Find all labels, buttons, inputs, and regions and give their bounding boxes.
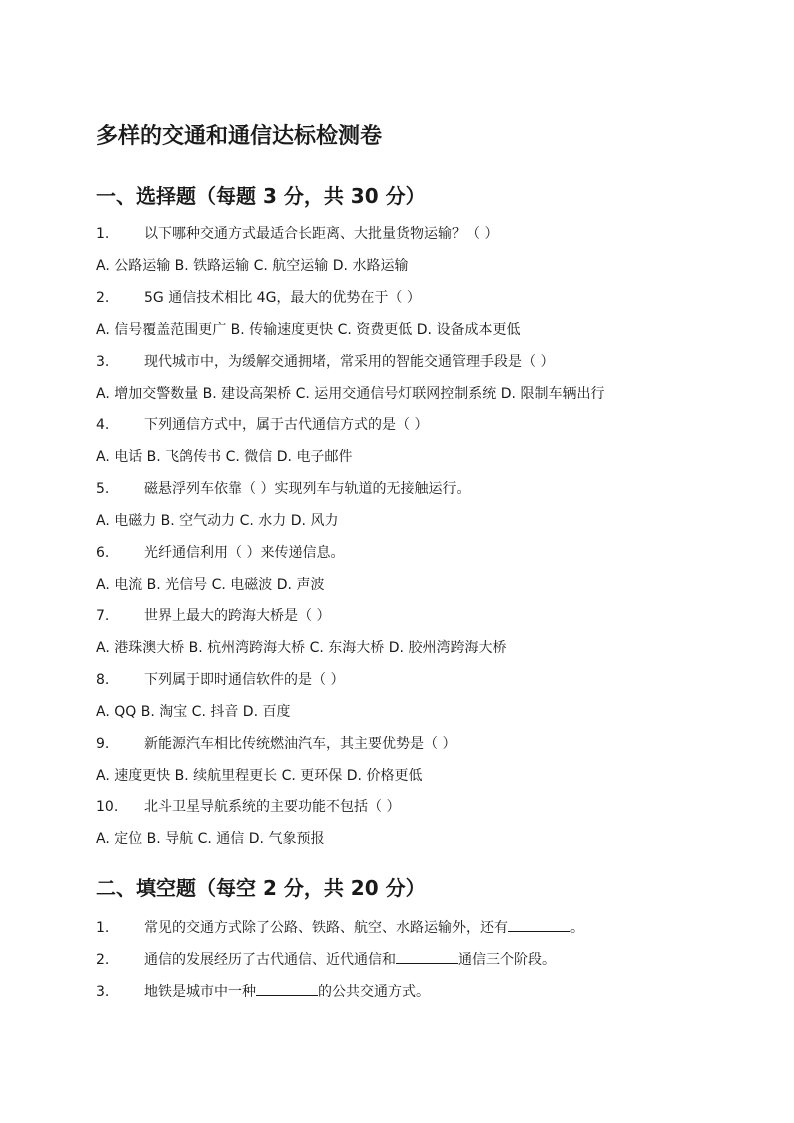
question-text: 北斗卫星导航系统的主要功能不包括（ ） bbox=[144, 799, 401, 815]
question-text: 现代城市中，为缓解交通拥堵，常采用的智能交通管理手段是（ ） bbox=[144, 354, 555, 370]
question-2-options: A. 信号覆盖范围更广 B. 传输速度更快 C. 资费更低 D. 设备成本更低 bbox=[96, 322, 521, 338]
question-text-before: 地铁是城市中一种 bbox=[144, 984, 256, 1000]
question-5 bbox=[96, 479, 470, 499]
question-number: 8. bbox=[96, 672, 110, 688]
question-text: 5G 通信技术相比 4G，最大的优势在于（ ） bbox=[144, 290, 421, 306]
document-title: 多样的交通和通信达标检测卷 bbox=[96, 124, 383, 149]
question-1-options: A. 公路运输 B. 铁路运输 C. 航空运输 D. 水路运输 bbox=[96, 258, 409, 274]
section-heading-fill-blank: 二、填空题（每空 2 分，共 20 分） bbox=[96, 876, 426, 900]
question-number: 3. bbox=[96, 984, 110, 1000]
question-number: 2. bbox=[96, 952, 110, 968]
question-3 bbox=[96, 352, 554, 372]
question-4 bbox=[96, 415, 428, 435]
question-text: 下列属于即时通信软件的是（ ） bbox=[144, 672, 345, 688]
question-number: 4. bbox=[96, 417, 110, 433]
question-text: 磁悬浮列车依靠（ ）实现列车与轨道的无接触运行。 bbox=[144, 481, 471, 497]
question-number: 7. bbox=[96, 608, 110, 624]
question-number: 9. bbox=[96, 736, 110, 752]
question-number: 1. bbox=[96, 920, 110, 936]
fill-question-2 bbox=[96, 949, 556, 970]
question-10-options: A. 定位 B. 导航 C. 通信 D. 气象预报 bbox=[96, 831, 325, 847]
question-10 bbox=[96, 797, 400, 817]
question-number: 6. bbox=[96, 545, 110, 561]
question-text: 下列通信方式中，属于古代通信方式的是（ ） bbox=[144, 417, 429, 433]
question-5-options: A. 电磁力 B. 空气动力 C. 水力 D. 风力 bbox=[96, 513, 339, 529]
question-text-before: 常见的交通方式除了公路、铁路、航空、水路运输外，还有 bbox=[144, 920, 508, 936]
question-8 bbox=[96, 670, 344, 690]
question-7-options: A. 港珠澳大桥 B. 杭州湾跨海大桥 C. 东海大桥 D. 胶州湾跨海大桥 bbox=[96, 640, 507, 656]
fill-question-1 bbox=[96, 917, 584, 938]
fill-question-3 bbox=[96, 981, 430, 1002]
question-2 bbox=[96, 288, 421, 308]
question-6-options: A. 电流 B. 光信号 C. 电磁波 D. 声波 bbox=[96, 577, 325, 593]
question-4-options: A. 电话 B. 飞鸽传书 C. 微信 D. 电子邮件 bbox=[96, 449, 353, 465]
question-text: 世界上最大的跨海大桥是（ ） bbox=[144, 608, 331, 624]
question-3-options: A. 增加交警数量 B. 建设高架桥 C. 运用交通信号灯联网控制系统 D. 限制车辆出行 bbox=[96, 386, 605, 402]
question-text-after: 的公共交通方式。 bbox=[318, 984, 430, 1000]
section-heading-choice: 一、选择题（每题 3 分，共 30 分） bbox=[96, 184, 426, 208]
question-number: 3. bbox=[96, 354, 110, 370]
question-text: 以下哪种交通方式最适合长距离、大批量货物运输？（ ） bbox=[144, 226, 499, 242]
question-1 bbox=[96, 224, 498, 244]
question-text-after: 。 bbox=[570, 920, 584, 936]
question-7 bbox=[96, 606, 330, 626]
answer-blank bbox=[396, 949, 458, 964]
question-text: 光纤通信利用（ ）来传递信息。 bbox=[144, 545, 345, 561]
question-text-before: 通信的发展经历了古代通信、近代通信和 bbox=[144, 952, 396, 968]
question-number: 2. bbox=[96, 290, 110, 306]
question-number: 10. bbox=[96, 799, 119, 815]
question-number: 1. bbox=[96, 226, 110, 242]
question-8-options: A. QQ B. 淘宝 C. 抖音 D. 百度 bbox=[96, 704, 291, 720]
question-9-options: A. 速度更快 B. 续航里程更长 C. 更环保 D. 价格更低 bbox=[96, 768, 423, 784]
question-9 bbox=[96, 734, 456, 754]
answer-blank bbox=[508, 917, 570, 932]
question-number: 5. bbox=[96, 481, 110, 497]
question-text-after: 通信三个阶段。 bbox=[458, 952, 556, 968]
answer-blank bbox=[256, 981, 318, 996]
question-6 bbox=[96, 543, 344, 563]
question-text: 新能源汽车相比传统燃油汽车，其主要优势是（ ） bbox=[144, 736, 457, 752]
